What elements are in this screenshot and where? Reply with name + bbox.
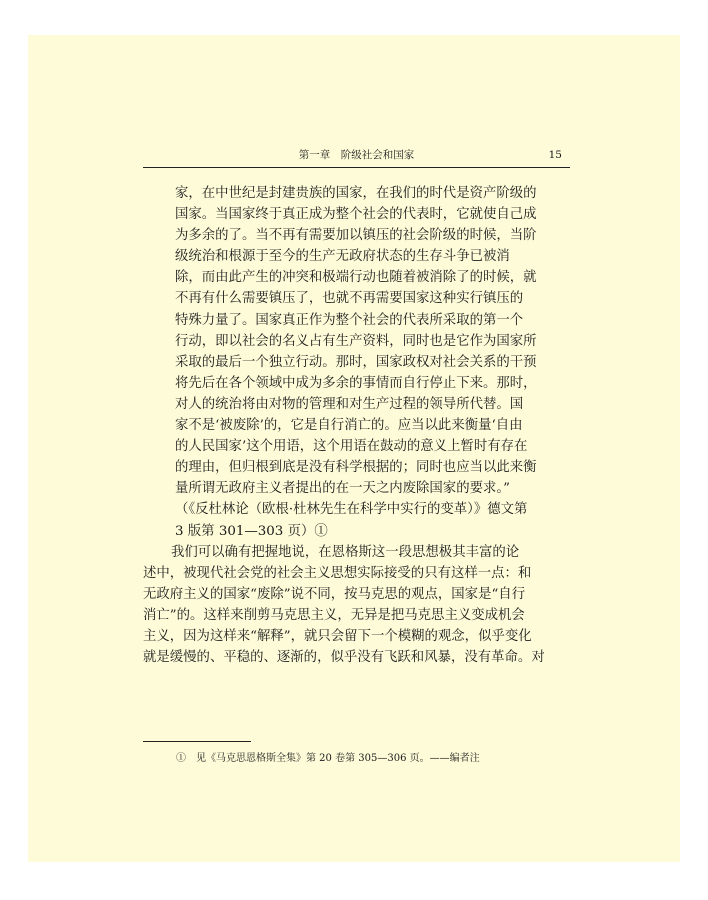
footnote: ① 见《马克思恩格斯全集》第 20 卷第 305—306 页。——编者注 — [176, 753, 480, 764]
text-line: 家不是‘被废除’的，它是自行消亡的。应当以此来衡量‘自由 — [175, 418, 523, 434]
text-line: 无政府主义的国家“废除”说不同，按马克思的观点，国家是“自行 — [143, 586, 526, 602]
text-line: 家，在中世纪是封建贵族的国家，在我们的时代是资产阶级的 — [175, 186, 537, 201]
text-line: 将先后在各个领域中成为多余的事情而自行停止下来。那时， — [175, 375, 537, 391]
text-line: 我们可以确有把握地说，在恩格斯这一段思想极其丰富的论 — [171, 544, 520, 560]
text-line: 的人民国家’这个用语，这个用语在鼓动的意义上暂时有存在 — [175, 439, 528, 455]
text-line: 就是缓慢的、平稳的、逐渐的，似乎没有飞跃和风暴，没有革命。对 — [143, 650, 545, 666]
body-text — [143, 183, 570, 668]
text-line: 对人的统治将由对物的管理和对生产过程的领导所代替。国 — [175, 396, 524, 412]
page-number: 15 — [548, 149, 562, 161]
book-page — [28, 35, 680, 862]
text-line: 国家。当国家终于真正成为整个社会的代表时，它就使自己成 — [175, 207, 537, 223]
footnote-divider — [143, 741, 251, 742]
chapter-title: 第一章 阶级社会和国家 — [298, 149, 415, 161]
text-line: 特殊力量了。国家真正作为整个社会的代表所采取的第一个 — [175, 312, 524, 328]
text-line: 主义，因为这样来“解释”，就只会留下一个模糊的观念，似乎变化 — [143, 628, 532, 644]
text-line: 述中，被现代社会党的社会主义思想实际接受的只有这样一点：和 — [143, 565, 532, 581]
text-line: 不再有什么需要镇压了，也就不再需要国家这种实行镇压的 — [175, 291, 524, 307]
text-line: 消亡”的。这样来削剪马克思主义，无异是把马克思主义变成机会 — [143, 607, 525, 623]
text-line: 3 版第 301—303 页）① — [175, 523, 328, 539]
text-line: 量所谓无政府主义者提出的在一天之内废除国家的要求。” — [175, 481, 510, 497]
text-line: 为多余的了。当不再有需要加以镇压的社会阶级的时候，当阶 — [175, 228, 537, 244]
text-line: 行动，即以社会的名义占有生产资料，同时也是它作为国家所 — [175, 333, 537, 349]
text-line: 级统治和根源于至今的生产无政府状态的生存斗争已被消 — [175, 249, 510, 265]
text-line: 的理由，但归根到底是没有科学根据的；同时也应当以此来衡 — [175, 460, 537, 476]
text-line: 除，而由此产生的冲突和极端行动也随着被消除了的时候，就 — [175, 270, 537, 286]
text-line: （《反杜林论（欧根·杜林先生在科学中实行的变革）》德文第 — [175, 502, 528, 518]
text-line: 采取的最后一个独立行动。那时，国家政权对社会关系的干预 — [175, 354, 537, 370]
running-header — [143, 147, 570, 168]
